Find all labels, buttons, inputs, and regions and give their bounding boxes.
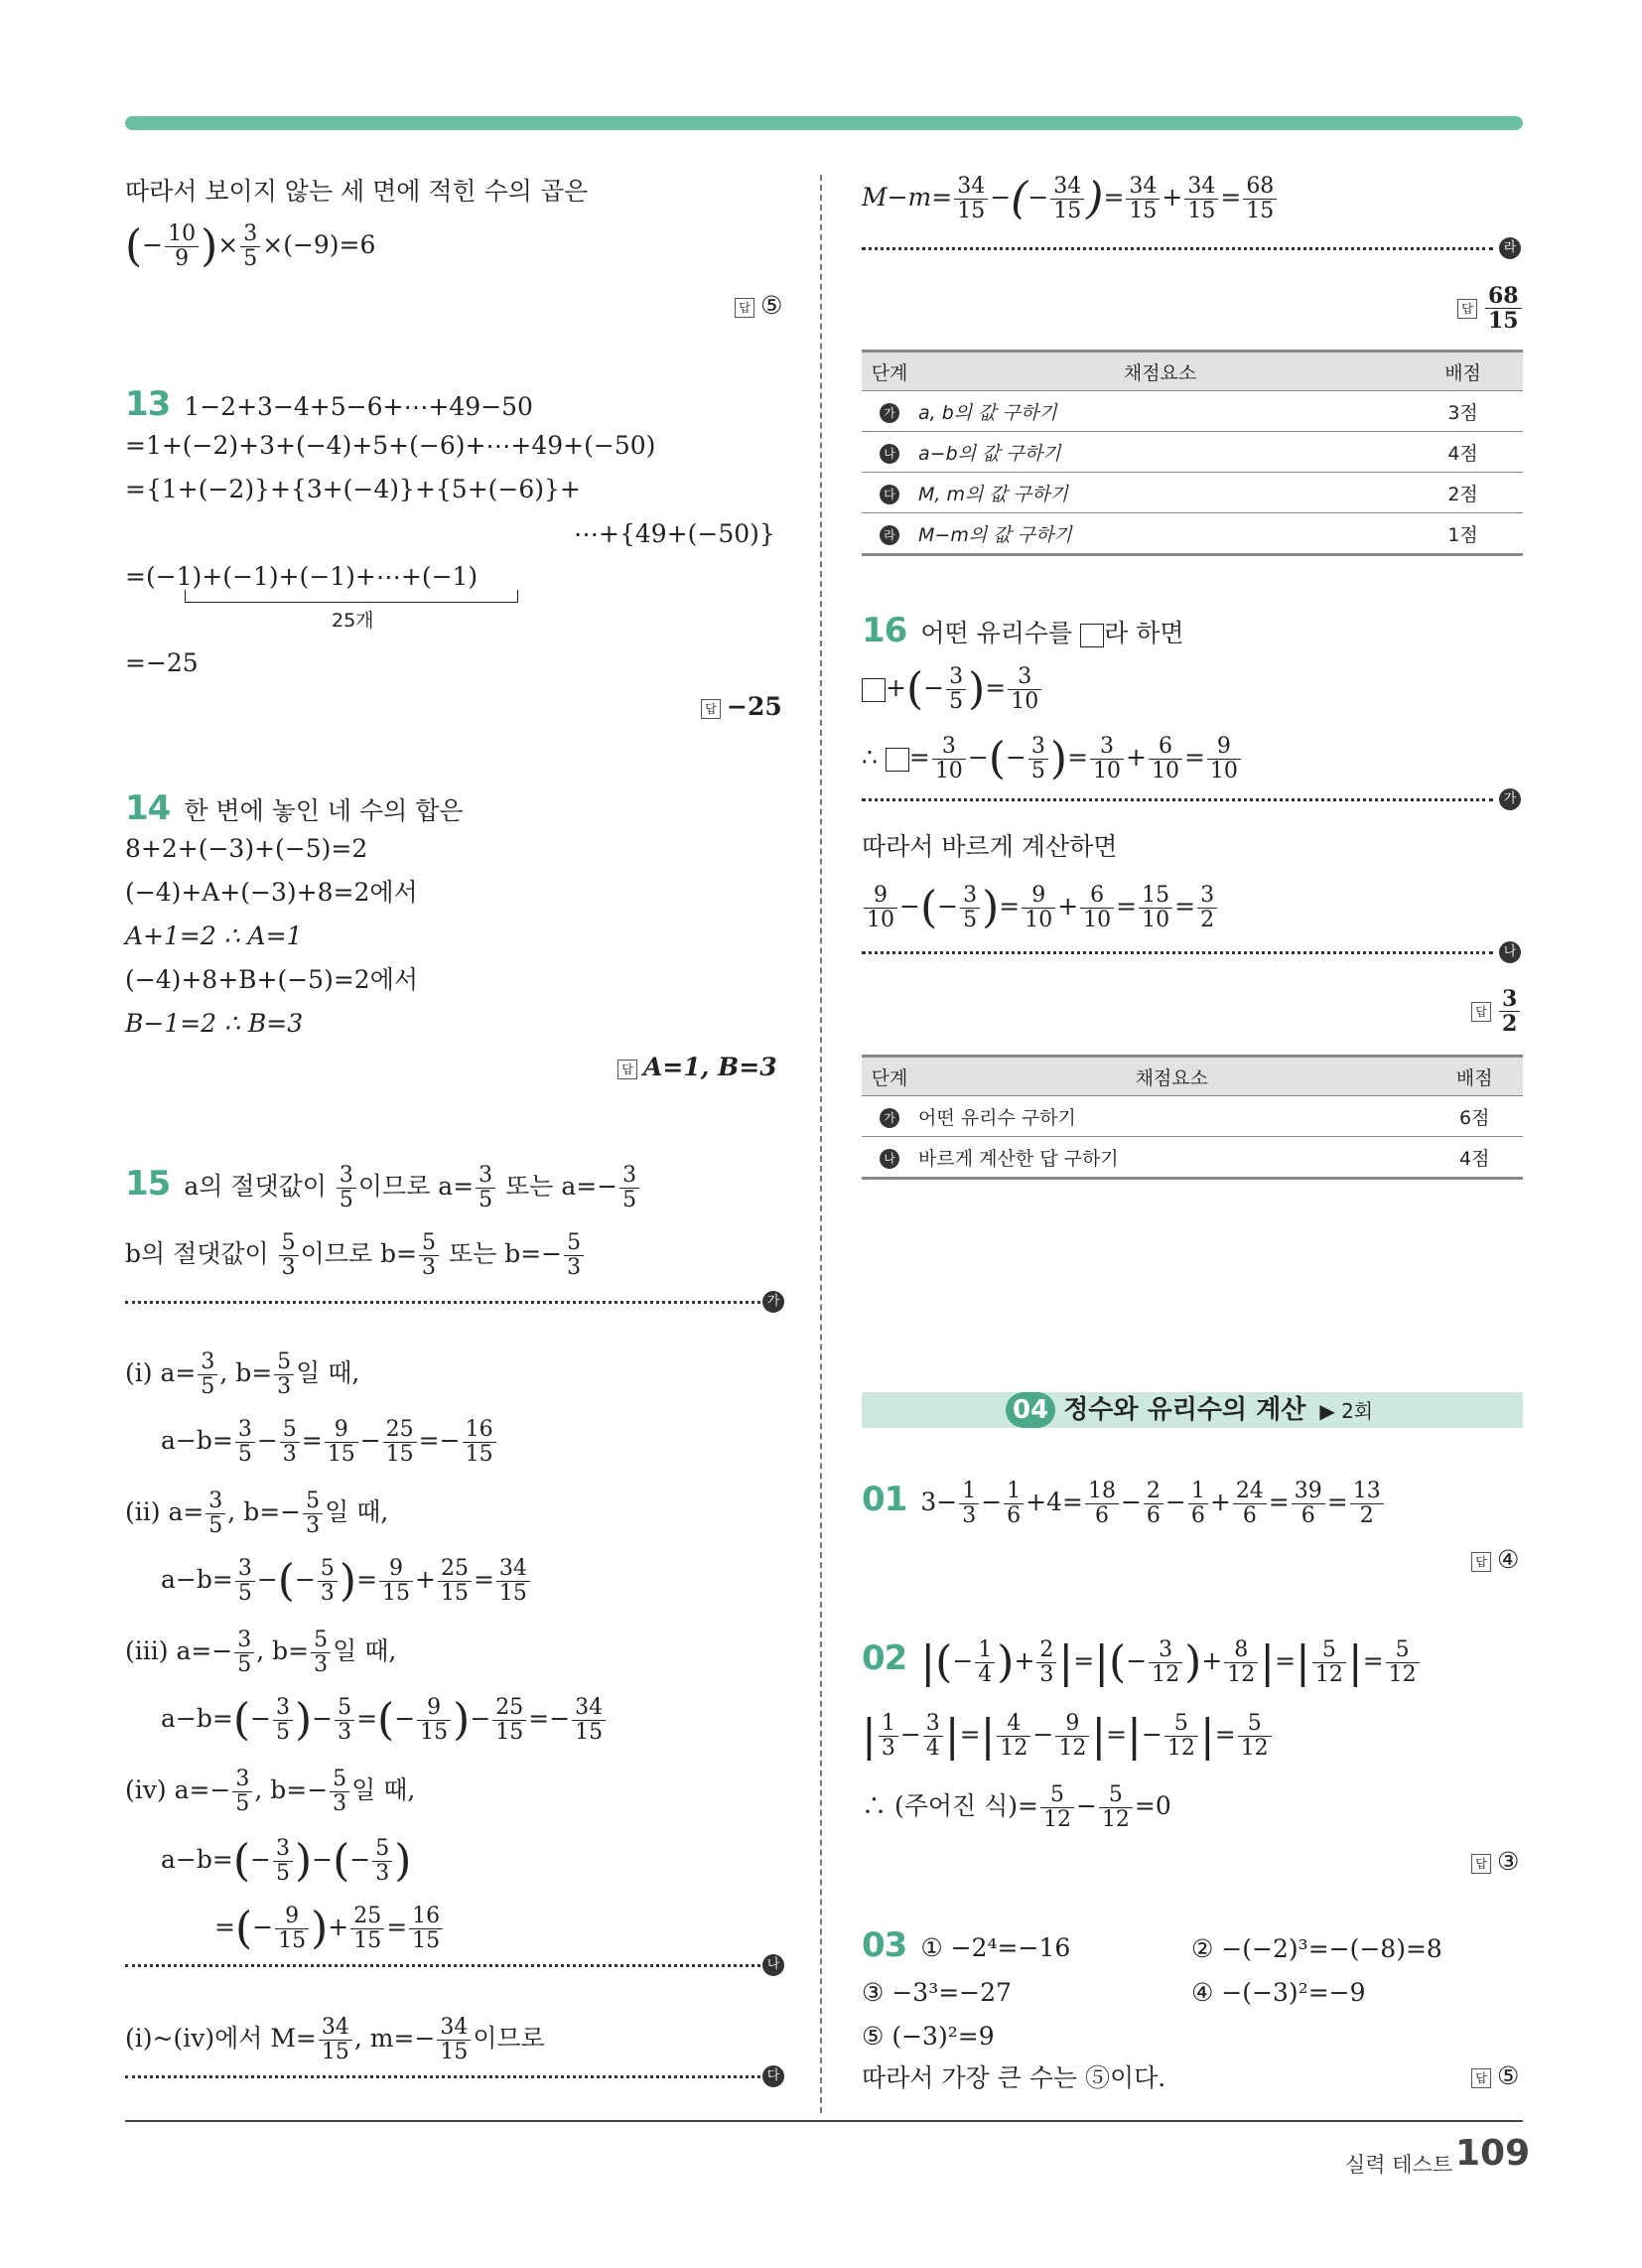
table-header: 배점 [1427, 1057, 1523, 1096]
top-accent-bar [125, 116, 1523, 130]
case-3-calc: a−b=(− $\frac{3}{5}$ )− $\frac{5}{3}$ =(− $\frac{9}{15}$ )− $\frac{25}{15}$ =− $\frac{34}{15}$ [161, 1696, 608, 1745]
problem-03-item1: 03 ① −2⁴=−16 [862, 1925, 1071, 1965]
problem-14-line3: (−4)+A+(−3)+8=2에서 [125, 878, 418, 907]
table-row: 라 M−m의 값 구하기 1점 [862, 513, 1523, 555]
table-row: 나 바르게 계산한 답 구하기 4점 [862, 1137, 1523, 1179]
case-1-calc: a−b= $\frac{3}{5}$ − $\frac{5}{3}$ = $\frac{9}{15}$ − $\frac{25}{15}$ =− $\frac{16}{15}$ [161, 1418, 498, 1467]
problem-02-line1: 02 |(− $\frac{1}{4}$ )+ $\frac{2}{3}$ |=|(− $\frac{3}{12}$ )+ $\frac{8}{12}$ |=| $\frac{5}{12}$ |= $\frac{5}{12}$ [862, 1638, 1422, 1687]
dotted-rule [125, 1964, 760, 1967]
problem-16-line5: $\frac{9}{10}$ −(− $\frac{3}{5}$ )= $\frac{9}{10}$ + $\frac{6}{10}$ = $\frac{15}{10}$ = $\frac{3}{2}$ [862, 884, 1219, 932]
conclusion-15: (ⅰ)~(ⅳ)에서 M= $\frac{34}{15}$ , m=− $\frac{34}{15}$ 이므로 [125, 2015, 545, 2065]
problem-14-line5: (−4)+8+B+(−5)=2에서 [125, 965, 418, 994]
answer-03: 답 ⑤ [1471, 2061, 1519, 2090]
table-row: 다 M, m의 값 구하기 2점 [862, 473, 1523, 513]
section-number: 04 [1006, 1392, 1055, 1428]
table-header: 채점요소 [917, 1057, 1427, 1096]
step-marker-ra: 라 [1499, 237, 1521, 259]
problem-02-line2: | $\frac{1}{3}$ − $\frac{3}{4}$ |=| $\frac{4}{12}$ − $\frac{9}{12}$ |=|− $\frac{5}{12}$ |= $\frac{5}{12}$ [862, 1712, 1274, 1761]
problem-14-line6: B−1=2 ∴ B=3 [125, 1009, 304, 1038]
problem-03-item2: ② −(−2)³=−(−8)=8 [1191, 1934, 1442, 1963]
problem-14-line2: 8+2+(−3)+(−5)=2 [125, 834, 368, 863]
dotted-rule [862, 247, 1493, 250]
case-2: (ⅱ) a= $\frac{3}{5}$ , b=− $\frac{5}{3}$ 일 때, [125, 1488, 389, 1539]
table-header: 단계 [862, 1057, 917, 1096]
answer-15: 답 $\frac{68}{15}$ [1457, 284, 1524, 333]
section-banner [862, 1392, 1523, 1428]
table-header: 배점 [1403, 352, 1523, 391]
case-4-calc: a−b=(− $\frac{3}{5}$ )−(− $\frac{5}{3}$ ) [161, 1835, 412, 1887]
table-row: 나 a−b의 값 구하기 4점 [862, 432, 1523, 473]
table-row: 가 a, b의 값 구하기 3점 [862, 391, 1523, 432]
step-marker-na: 나 [1499, 941, 1521, 963]
problem-03-conclusion: 따라서 가장 큰 수는 ⑤이다. [862, 2063, 1166, 2092]
problem-16-line3: ∴ = $\frac{3}{10}$ −(− $\frac{3}{5}$ )= $\frac{3}{10}$ + $\frac{6}{10}$ = $\frac{9}{10}$ [862, 735, 1243, 783]
problem-16-line1: 16 어떤 유리수를 라 하면 [862, 611, 1184, 650]
problem-01: 01 3− $\frac{1}{3}$ − $\frac{1}{6}$ +4= $\frac{18}{6}$ − $\frac{2}{6}$ − $\frac{1}{6}$ + $\frac{24}{6}$ = $\frac{39}{6}$ = $\frac{13}{2}$ [862, 1480, 1386, 1528]
step-marker-na: 나 [762, 1954, 784, 1976]
problem-03-item4: ④ −(−3)²=−9 [1191, 1978, 1366, 2007]
table-header: 단계 [862, 352, 917, 391]
case-2-calc: a−b= $\frac{3}{5}$ −(− $\frac{5}{3}$ )= $\frac{9}{15}$ + $\frac{25}{15}$ = $\frac{34}{15}$ [161, 1557, 532, 1606]
step-marker-ga: 가 [1499, 788, 1521, 810]
answer-14: 답 A=1, B=3 [617, 1053, 777, 1081]
mm-calc: M−m= $\frac{34}{15}$ −(− $\frac{34}{15}$ )= $\frac{34}{15}$ + $\frac{34}{15}$ = $\frac{68}{15}$ [862, 175, 1279, 223]
underbrace [185, 590, 518, 603]
dotted-rule [862, 951, 1493, 954]
column-divider [820, 175, 822, 2113]
page-number: 109 [1455, 2133, 1531, 2174]
answer-prev: 답 ⑤ [735, 291, 782, 320]
step-marker-ga: 가 [762, 1291, 784, 1313]
problem-15-line1: 15 a의 절댓값이 $\frac{3}{5}$ 이므로 a= $\frac{3}{5}$ 또는 a=− $\frac{3}{5}$ [125, 1164, 641, 1212]
problem-13-line1: 13 1−2+3−4+5−6+⋯+49−50 [125, 384, 533, 424]
scoring-table-15 [862, 350, 1523, 556]
problem-03-item3: ③ −3³=−27 [862, 1978, 1012, 2007]
dotted-rule [125, 2075, 760, 2078]
section-title: 정수와 유리수의 계산 [1063, 1395, 1306, 1425]
problem-14-line1: 14 한 변에 놓인 네 수의 합은 [125, 788, 464, 828]
answer-02: 답 ③ [1471, 1847, 1519, 1876]
problem-13-line5: =(−1)+(−1)+(−1)+⋯+(−1) [125, 562, 479, 591]
problem-03-item5: ⑤ (−3)²=9 [862, 2022, 995, 2051]
problem-16-line4: 따라서 바르게 계산하면 [862, 832, 1118, 861]
footer-rule [125, 2120, 1523, 2122]
case-4-calc2: =(− $\frac{9}{15}$ )+ $\frac{25}{15}$ = $\frac{16}{15}$ [214, 1905, 445, 1953]
answer-13: 답 −25 [701, 692, 782, 721]
brace-label: 25개 [332, 610, 374, 632]
intro-calc: (− $\frac{10}{9}$ )× $\frac{3}{5}$ ×(−9)=6 [125, 220, 376, 272]
problem-13-line4: ⋯+{49+(−50)} [574, 519, 775, 548]
problem-02-line3: ∴ (주어진 식)= $\frac{5}{12}$ − $\frac{5}{12}$ =0 [862, 1782, 1171, 1833]
case-1: (ⅰ) a= $\frac{3}{5}$ , b= $\frac{5}{3}$ 일 때, [125, 1349, 360, 1400]
intro-text: 따라서 보이지 않는 세 면에 적힌 수의 곱은 [125, 177, 589, 206]
answer-01: 답 ④ [1471, 1545, 1519, 1574]
table-header: 채점요소 [917, 352, 1403, 391]
problem-14-line4: A+1=2 ∴ A=1 [125, 921, 303, 950]
problem-16-line2: +(− $\frac{3}{5}$ )= $\frac{3}{10}$ [862, 665, 1043, 714]
case-3: (ⅲ) a=− $\frac{3}{5}$ , b= $\frac{5}{3}$ 일 때, [125, 1628, 397, 1678]
case-4: (ⅳ) a=− $\frac{3}{5}$ , b=− $\frac{5}{3}$ 일 때, [125, 1767, 416, 1817]
dotted-rule [862, 798, 1493, 801]
answer-16: 답 $\frac{3}{2}$ [1471, 987, 1522, 1036]
section-sub: ▶ 2회 [1319, 1399, 1374, 1423]
scoring-table-16 [862, 1055, 1523, 1180]
table-row: 가 어떤 유리수 구하기 6점 [862, 1096, 1523, 1137]
problem-15-line2: b의 절댓값이 $\frac{5}{3}$ 이므로 b= $\frac{5}{3}$ 또는 b=− $\frac{5}{3}$ [125, 1231, 586, 1280]
step-marker-da: 다 [762, 2065, 784, 2087]
problem-13-line2: =1+(−2)+3+(−4)+5+(−6)+⋯+49+(−50) [125, 431, 656, 460]
dotted-rule [125, 1301, 760, 1304]
problem-13-line3: ={1+(−2)}+{3+(−4)}+{5+(−6)}+ [125, 475, 581, 503]
footer-label: 실력 테스트 [1345, 2153, 1453, 2177]
problem-13-line6: =−25 [125, 648, 199, 677]
